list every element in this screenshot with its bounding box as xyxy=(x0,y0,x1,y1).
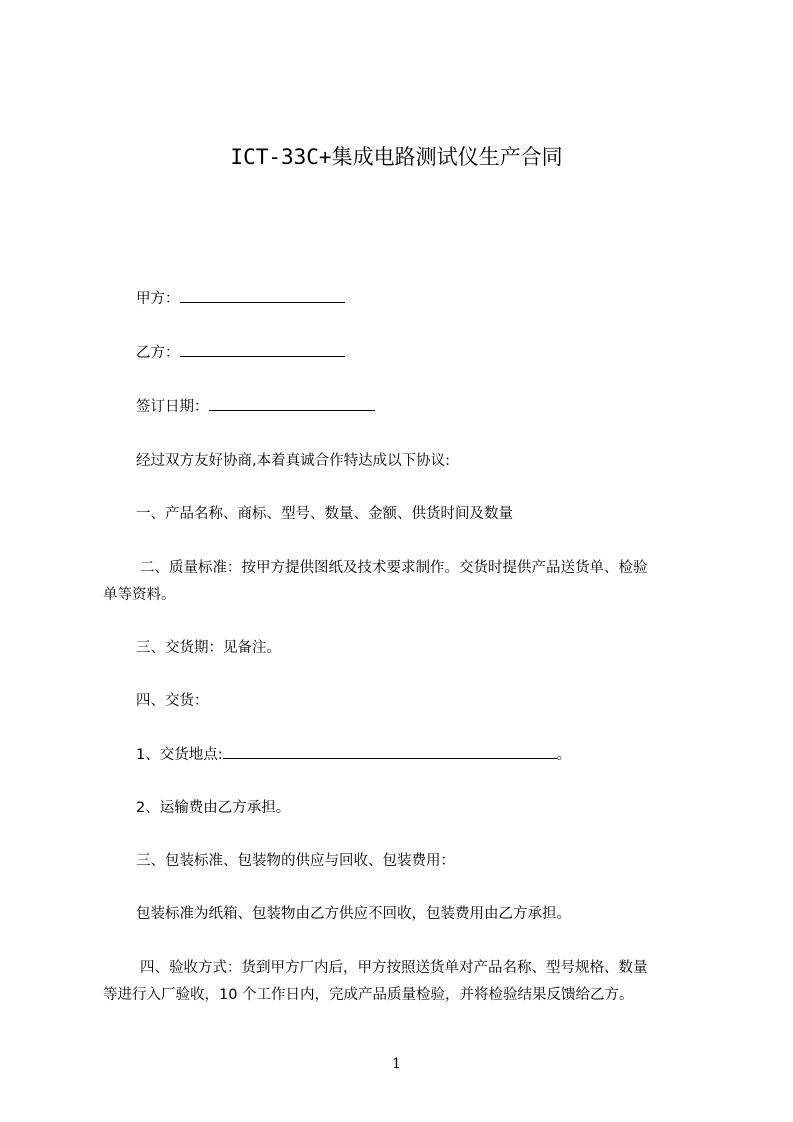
inspection-line-1: 四、验收方式：货到甲方厂内后，甲方按照送货单对产品名称、型号规格、数量 xyxy=(140,960,648,976)
intro-text: 经过双方友好协商,本着真诚合作特达成以下协议: xyxy=(136,453,450,469)
section-1-text: 一、产品名称、商标、型号、数量、金额、供货时间及数量 xyxy=(136,506,513,522)
section-2-line-2: 单等资料。 xyxy=(103,587,176,603)
sign-date-blank xyxy=(209,396,375,411)
intro-paragraph xyxy=(103,448,701,475)
packaging-paragraph xyxy=(103,901,701,928)
inspection-line-2: 等进行入厂验收，10 个工作日内，完成产品质量检验，并将检验结果反馈给乙方。 xyxy=(103,987,634,1003)
sign-date-line xyxy=(103,394,701,421)
section-2-paragraph xyxy=(103,555,701,609)
packaging-heading-text: 三、包装标准、包装物的供应与回收、包装费用： xyxy=(136,853,455,869)
packaging-heading xyxy=(103,848,701,875)
delivery-place-blank xyxy=(223,744,557,759)
inspection-paragraph xyxy=(103,955,701,1009)
sign-date-label: 签订日期： xyxy=(136,399,209,415)
section-4-heading xyxy=(103,688,701,715)
delivery-place-line xyxy=(103,742,701,769)
section-3-text: 三、交货期：见备注。 xyxy=(136,640,281,656)
delivery-place-end: 。 xyxy=(556,747,572,763)
party-b-blank xyxy=(180,342,345,357)
packaging-text: 包装标准为纸箱、包装物由乙方供应不回收，包装费用由乙方承担。 xyxy=(136,906,571,922)
party-b-label: 乙方： xyxy=(136,345,180,361)
delivery-place-label: 1、交货地点: xyxy=(136,747,223,763)
page-number: 1 xyxy=(392,1056,401,1072)
transport-cost-line xyxy=(103,795,701,822)
document-title: ICT-33C+集成电路测试仪生产合同 xyxy=(230,145,563,169)
transport-cost-text: 2、运输费由乙方承担。 xyxy=(136,800,291,816)
section-2-line-1: 二、质量标准：按甲方提供图纸及技术要求制作。交货时提供产品送货单、检验 xyxy=(140,560,648,576)
section-1-heading xyxy=(103,501,701,528)
section-3-paragraph xyxy=(103,635,701,662)
party-a-line xyxy=(103,286,701,313)
party-a-label: 甲方： xyxy=(136,291,180,307)
party-a-blank xyxy=(180,288,345,303)
party-b-line xyxy=(103,340,701,367)
section-4-text: 四、交货： xyxy=(136,693,209,709)
